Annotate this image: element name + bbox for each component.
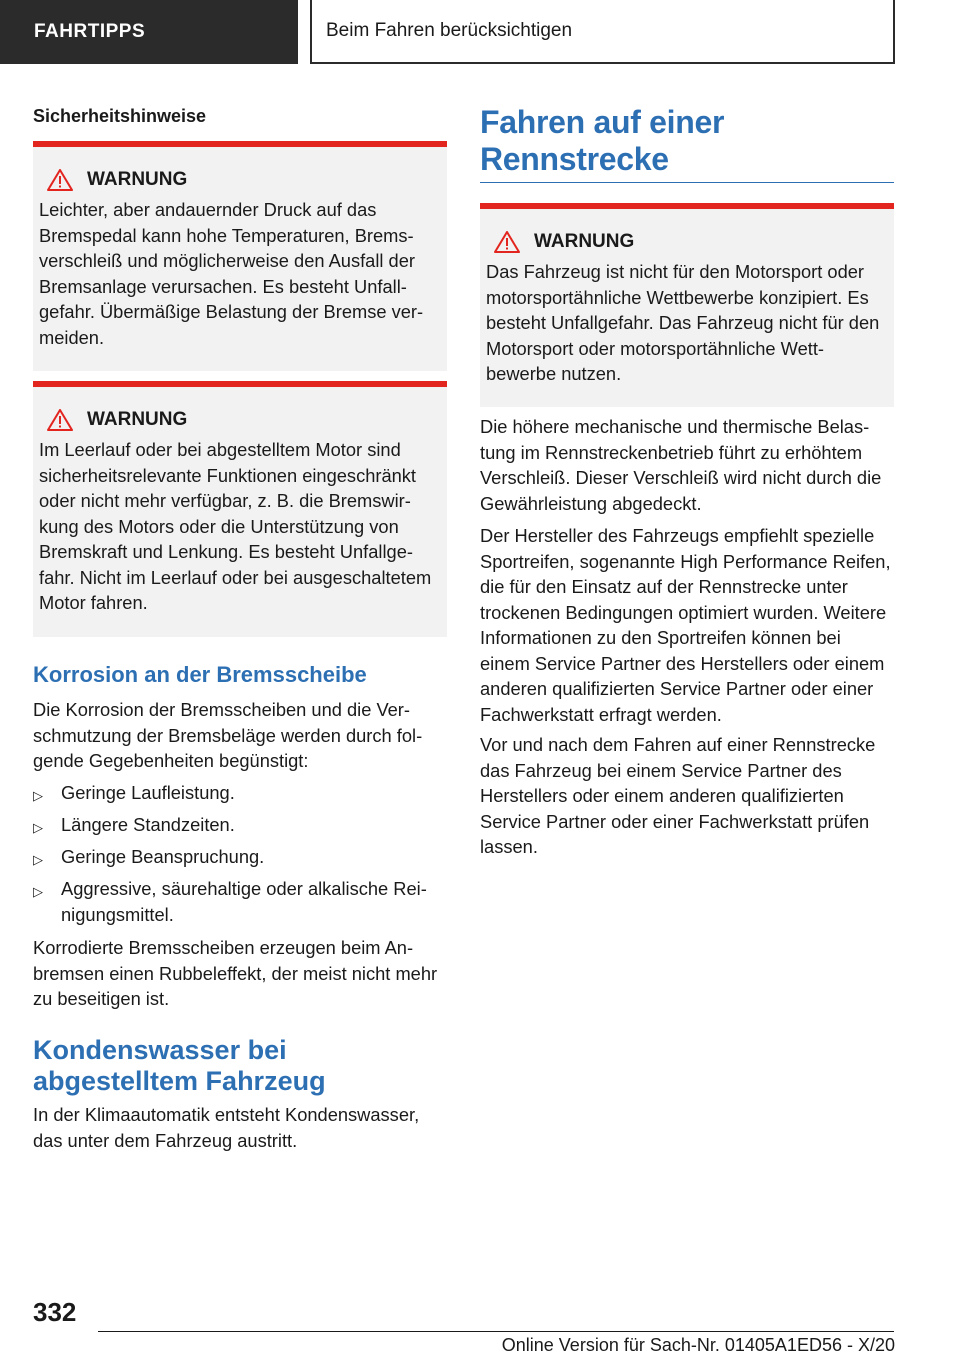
rennstrecke-para-3: Vor und nach dem Fahren auf einer Rennstrecke das Fahrzeug bei einem Service Partner des Herstellers oder einem anderen qualifizierten Service Partner oder einer Fachwerkstatt prüfen lassen. <box>480 734 876 857</box>
warning-triangle-icon <box>47 169 73 191</box>
triangle-right-icon: ▷ <box>33 820 43 835</box>
list-item <box>33 780 447 809</box>
chapter-tab <box>310 0 895 64</box>
heading-underline <box>480 182 894 183</box>
warning-text: Das Fahrzeug ist nicht für den Motorsport oder motorsportähnliche Wettbewerbe konzipiert. Es besteht Unfallgefahr. Das Fahrzeug nicht für den Motorsport oder motorsportähnliche Wettbewerbe nutzen. <box>486 261 880 384</box>
korrosion-heading: Korrosion an der Bremsscheibe <box>33 662 367 687</box>
section-tab <box>0 0 298 64</box>
warning-title: WARNUNG <box>87 409 188 430</box>
rennstrecke-heading: Fahren auf einer Rennstrecke <box>480 104 725 177</box>
kondens-heading: Kondenswasser bei abgestelltem Fahrzeug <box>33 1035 326 1096</box>
kondens-text: In der Klimaautomatik entsteht Kondenswasser, das unter dem Fahrzeug austritt. <box>33 1104 420 1151</box>
rennstrecke-para-1: Die höhere mechanische und thermische Belastung im Rennstreckenbetrieb führt zu erhöhtem Verschleiß. Dieser Verschleiß wird nicht durch die Gewährleistung abgedeckt. <box>480 416 882 514</box>
warning-box-3 <box>480 203 894 407</box>
list-item-text: Geringe Beanspruchung. <box>61 846 265 867</box>
footer-rule <box>98 1331 894 1332</box>
page-number: 332 <box>33 1297 77 1327</box>
warning-box-2 <box>33 381 447 637</box>
warning-triangle-icon <box>494 231 520 253</box>
warning-triangle-icon <box>47 409 73 431</box>
list-item <box>33 844 447 873</box>
rennstrecke-para-2: Der Hersteller des Fahrzeugs empfiehlt spezielle Sportreifen, sogenannte High Performance Reifen, die für den Einsatz auf der Rennstrecke unter trockenen Bedingungen optimiert wurden. Weitere Informationen zu den Sportreifen können bei einem Service Partner des Herstellers oder einem anderen qualifizierten Service Partner oder einer Fachwerkstatt erfragt werden. <box>480 525 891 725</box>
warning-text: Leichter, aber andauernder Druck auf das Bremspedal kann hohe Temperaturen, Bremsverschleiß und möglicherweise den Ausfall der Bremsanlage verursachen. Es besteht Unfallgefahr. Übermäßige Belastung der Bremse vermeiden. <box>39 199 424 348</box>
warning-text: Im Leerlauf oder bei abgestelltem Motor sind sicherheitsrelevante Funktionen eingeschränkt oder nicht mehr verfügbar, z. B. die Bremswirkung des Motors oder die Unterstützung von Bremskraft und Lenkung. Es besteht Unfallgefahr. Nicht im Leerlauf oder bei ausgeschaltetem Motor fahren. <box>39 439 432 613</box>
section-title: FAHRTIPPS <box>34 21 146 42</box>
list-item <box>33 812 447 841</box>
list-item-text: Geringe Laufleistung. <box>61 782 235 803</box>
triangle-right-icon: ▷ <box>33 884 43 899</box>
triangle-right-icon: ▷ <box>33 788 43 803</box>
list-item-text: Aggressive, säurehaltige oder alkalische Reinigungsmittel. <box>61 878 427 925</box>
chapter-title: Beim Fahren berücksichtigen <box>326 20 573 41</box>
warning-title: WARNUNG <box>534 231 635 252</box>
safety-subtitle: Sicherheitshinweise <box>33 106 207 126</box>
triangle-right-icon: ▷ <box>33 852 43 867</box>
warning-box-1 <box>33 141 447 371</box>
warning-title: WARNUNG <box>87 169 188 190</box>
footer-text: Online Version für Sach-Nr. 01405A1ED56 - X/20 <box>501 1335 895 1355</box>
list-item <box>33 876 447 927</box>
korrosion-intro: Die Korrosion der Bremsscheiben und die Verschmutzung der Bremsbeläge werden durch folgende Gegebenheiten begünstigt: <box>33 699 423 771</box>
korrosion-outro: Korrodierte Bremsscheiben erzeugen beim Anbremsen einen Rubbeleffekt, der meist nicht mehr zu beseitigen ist. <box>33 937 438 1009</box>
list-item-text: Längere Standzeiten. <box>61 814 235 835</box>
